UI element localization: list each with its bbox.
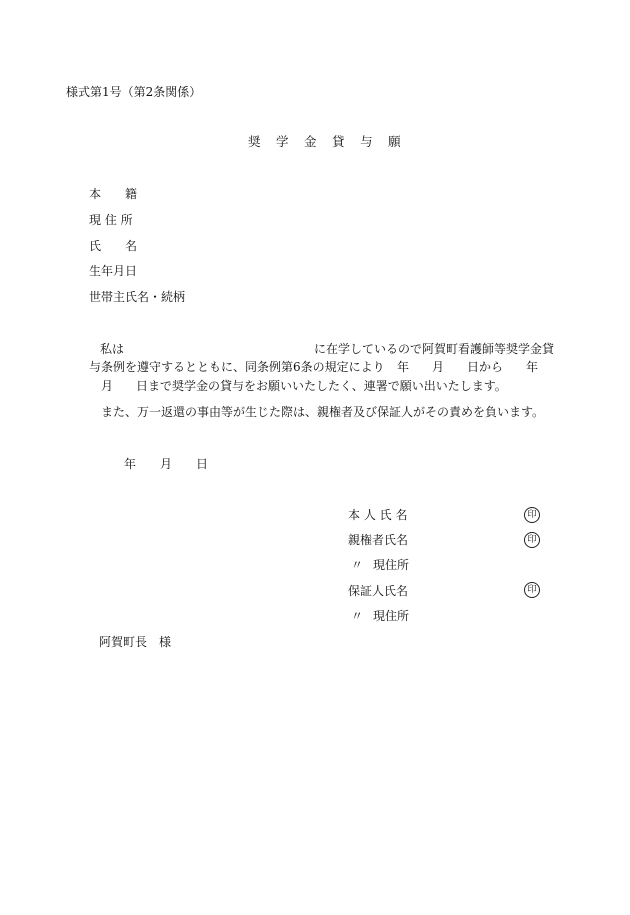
form-number: 様式第1号（第2条関係）	[66, 85, 202, 99]
title-char: 奨	[248, 134, 261, 149]
body-text-line2a: 与条例を遵守するとともに、同条例第6条の規定により	[89, 360, 385, 374]
signature-guardian-label: 親権者氏名	[348, 533, 409, 547]
date-day: 日	[196, 457, 209, 471]
field-householder: 世帯主氏名・続柄	[89, 290, 186, 304]
body-text-line3-rest: 日まで奨学金の貸与をお願いいたしたく、連署で願い出いたします。	[136, 379, 507, 393]
body-text-line2-year: 年	[397, 360, 410, 374]
seal-icon: 印	[524, 507, 540, 523]
guardian-address-ditto-mark: 〃	[351, 558, 364, 572]
signature-guarantor-label: 保証人氏名	[348, 584, 409, 598]
document-title	[248, 136, 401, 149]
body-text-line4: また、万一返還の事由等が生じた際は、親権者及び保証人がその責めを負います。	[101, 405, 545, 419]
seal-icon: 印	[524, 582, 540, 598]
field-address: 現 住 所	[89, 213, 133, 227]
body-text-line1b: に在学しているので阿賀町看護師等奨学金貸	[314, 342, 555, 356]
title-char: 学	[276, 134, 289, 149]
title-char: 与	[360, 134, 373, 149]
signature-principal-label: 本 人 氏 名	[348, 508, 408, 522]
guarantor-address-label: 現住所	[373, 609, 410, 623]
title-char: 願	[388, 134, 401, 149]
body-text-line2-day: 日から	[467, 360, 504, 374]
date-year: 年	[124, 457, 137, 471]
field-name: 氏 名	[89, 239, 138, 253]
field-birthdate: 生年月日	[89, 264, 138, 278]
field-honseki: 本 籍	[89, 187, 138, 201]
date-month: 月	[160, 457, 173, 471]
body-text-line3-month: 月	[101, 379, 114, 393]
title-char: 金	[304, 134, 317, 149]
body-text-line2-month: 月	[432, 360, 445, 374]
title-char: 貸	[332, 134, 345, 149]
guardian-address-label: 現住所	[373, 558, 410, 572]
addressee: 阿賀町長 様	[99, 635, 172, 649]
seal-icon: 印	[524, 532, 540, 548]
guarantor-address-ditto-mark: 〃	[351, 609, 364, 623]
body-text-line1a: 私は	[100, 342, 125, 356]
body-text-line2-year2: 年	[526, 360, 539, 374]
